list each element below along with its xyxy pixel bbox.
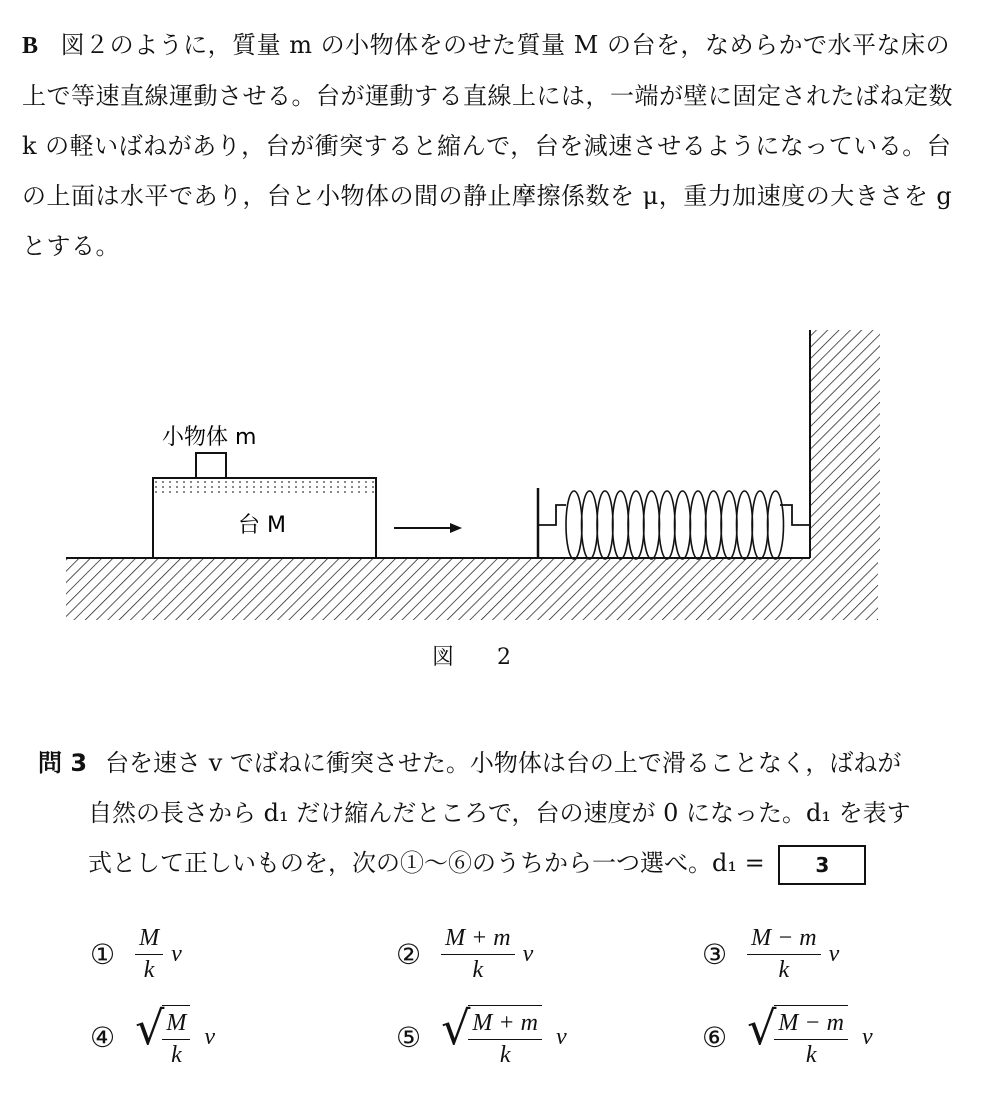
square-root: √ $\frac{M}{k}$ <box>135 1005 198 1069</box>
numerator: M + m <box>445 925 511 951</box>
question-line-3 <box>88 838 968 888</box>
spring-coil <box>644 491 660 559</box>
square-root: √ $\frac{M - m}{k}$ <box>747 1005 856 1069</box>
question-line-1 <box>38 738 968 788</box>
intro-text: 図２のように，質量 m の小物体をのせた質量 M の台を，なめらかで水平な床の上で等速直線運動させる。台が運動する直線上には，一端が壁に固定されたばね定数 k の軽いばねがあり，台が衝突すると縮んで，台を減速させるようになっている。台の上面は水平であり，台と小物体の間の静止摩擦係数を μ，重力加速度の大きさを g とする。 <box>22 31 953 260</box>
spring-coil <box>582 491 598 559</box>
fraction <box>441 925 515 984</box>
spring-lead-left <box>538 505 566 525</box>
variable-v: v <box>171 941 182 967</box>
choice-number: ② <box>396 938 422 971</box>
choice-6[interactable] <box>702 1001 873 1069</box>
choice-number: ⑥ <box>702 1020 728 1054</box>
spring-coil <box>675 491 691 559</box>
floor-hatch <box>66 558 878 620</box>
question-label: 問 3 <box>38 749 88 777</box>
numerator: M + m <box>472 1010 538 1036</box>
denominator: k <box>778 957 790 983</box>
denominator: k <box>171 1042 182 1068</box>
choice-3[interactable] <box>702 925 839 984</box>
choice-1[interactable] <box>90 925 182 984</box>
cart-rough-surface <box>155 480 374 494</box>
spring-coil <box>613 491 629 559</box>
spring-coil <box>690 491 706 559</box>
question-text-1: 台を速さ v でばねに衝突させた。小物体は台の上で滑ることなく，ばねが <box>105 749 902 777</box>
spring-coil <box>752 491 768 559</box>
numerator: M − m <box>778 1010 844 1036</box>
choice-number: ① <box>90 938 116 971</box>
small-object-m <box>196 453 226 478</box>
numerator: M − m <box>751 925 817 951</box>
question-text-3: 式として正しいものを，次の①～⑥のうちから一つ選べ。d₁ = <box>88 849 765 877</box>
answer-box[interactable]: 3 <box>778 845 866 885</box>
variable-v: v <box>828 941 840 967</box>
spring-coil <box>597 491 613 559</box>
spring-coils <box>566 491 784 559</box>
choice-number: ③ <box>702 938 728 971</box>
numerator: M <box>166 1010 187 1036</box>
spring-coil <box>768 491 784 559</box>
choice-number: ④ <box>90 1020 116 1054</box>
variable-v: v <box>522 941 534 967</box>
small-object-label: 小物体 m <box>162 425 257 450</box>
fraction <box>135 925 163 984</box>
spring-lead-right <box>780 505 810 525</box>
wall-hatch <box>810 330 880 558</box>
variable-v: v <box>555 1023 567 1050</box>
variable-v: v <box>861 1023 873 1050</box>
choice-4[interactable] <box>90 1001 216 1069</box>
variable-v: v <box>204 1023 216 1050</box>
spring-coil <box>737 491 753 559</box>
square-root: √ $\frac{M + m}{k}$ <box>441 1005 550 1069</box>
spring-coil <box>721 491 737 559</box>
denominator: k <box>143 957 155 983</box>
numerator: M <box>139 925 160 951</box>
choice-number: ⑤ <box>396 1020 422 1054</box>
section-label: B <box>22 33 39 59</box>
choice-2[interactable] <box>396 925 533 984</box>
cart-label: 台 M <box>238 513 286 538</box>
denominator: k <box>805 1042 817 1068</box>
figure-2-diagram <box>0 320 987 630</box>
intro-paragraph <box>22 20 967 271</box>
spring-coil <box>566 491 582 559</box>
denominator: k <box>472 957 484 983</box>
fraction <box>747 925 821 984</box>
velocity-arrow <box>394 523 462 533</box>
choice-5[interactable] <box>396 1001 567 1069</box>
question-line-2: 自然の長さから d₁ だけ縮んだところで，台の速度が 0 になった。d₁ を表す <box>88 799 911 827</box>
figure-caption: 図 2 <box>432 645 529 670</box>
denominator: k <box>499 1042 511 1068</box>
spring-coil <box>706 491 722 559</box>
spring-coil <box>628 491 644 559</box>
spring-coil <box>659 491 675 559</box>
